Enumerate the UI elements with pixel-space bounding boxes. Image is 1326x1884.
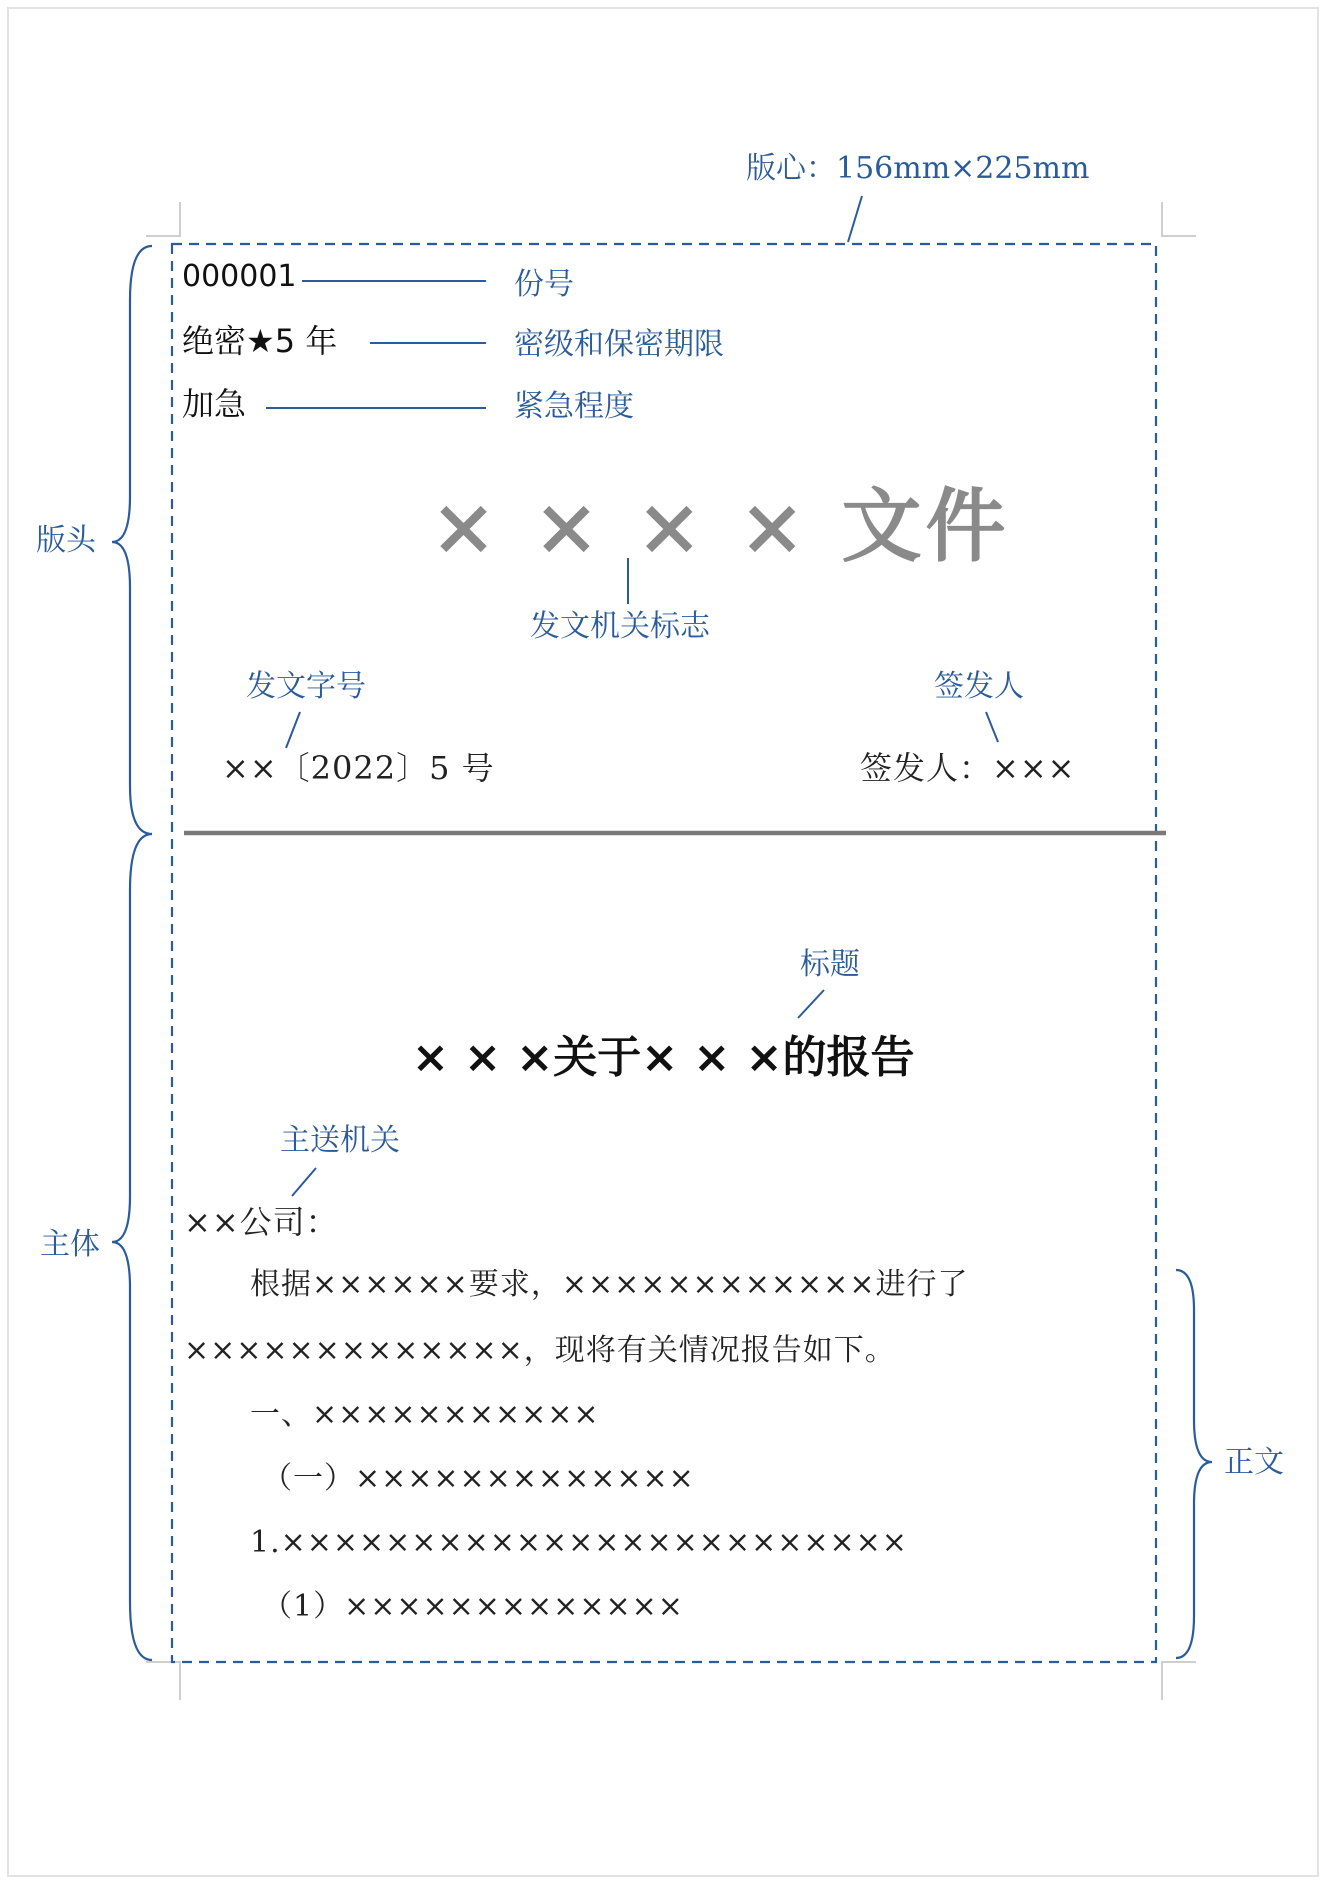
doc-number: ××〔2022〕5 号: [222, 749, 495, 787]
copy-number: 000001: [182, 259, 297, 294]
issuer-mark-label: 发文机关标志: [530, 609, 710, 644]
doc-number-label: 发文字号: [246, 669, 366, 704]
urgency-label: 紧急程度: [514, 389, 634, 424]
body-section-label: 主体: [40, 1227, 100, 1262]
secret-level-label: 密级和保密期限: [514, 327, 724, 362]
main-text-label: 正文: [1224, 1445, 1284, 1480]
header-section-label: 版头: [36, 523, 96, 558]
signer-label: 签发人: [934, 669, 1024, 704]
heading-level-3: 1.××××××××××××××××××××××××: [250, 1525, 908, 1560]
heading-level-1: 一、×××××××××××: [250, 1397, 600, 1432]
paragraph-line-2: ×××××××××××××，现将有关情况报告如下。: [184, 1333, 896, 1368]
urgency: 加急: [182, 385, 247, 423]
secret-level: 绝密★5 年: [182, 322, 338, 360]
type-area-label: 版心：156mm×225mm: [746, 151, 1090, 186]
copy-number-label: 份号: [514, 267, 574, 302]
signer: 签发人：×××: [860, 749, 1076, 787]
type-area-box: [172, 244, 1156, 1662]
heading-level-4: （1）×××××××××××××: [262, 1589, 684, 1624]
paragraph-line-1: 根据××××××要求，××××××××××××进行了: [250, 1267, 969, 1302]
header-brace: [112, 246, 152, 834]
signer-leader: [986, 712, 998, 742]
recipient: ××公司：: [184, 1203, 339, 1241]
title-label: 标题: [800, 947, 860, 982]
body-brace: [112, 834, 152, 1660]
issuer-mark: × × × × 文件: [430, 479, 1010, 573]
recipient-leader: [292, 1168, 316, 1196]
document-title: × × ×关于× × ×的报告: [412, 1032, 915, 1083]
main-text-brace: [1176, 1270, 1212, 1658]
recipient-label: 主送机关: [280, 1123, 400, 1158]
title-leader: [798, 990, 824, 1018]
type-area-leader: [848, 196, 862, 242]
heading-level-2: （一）×××××××××××××: [262, 1461, 695, 1496]
doc-number-leader: [286, 712, 300, 748]
